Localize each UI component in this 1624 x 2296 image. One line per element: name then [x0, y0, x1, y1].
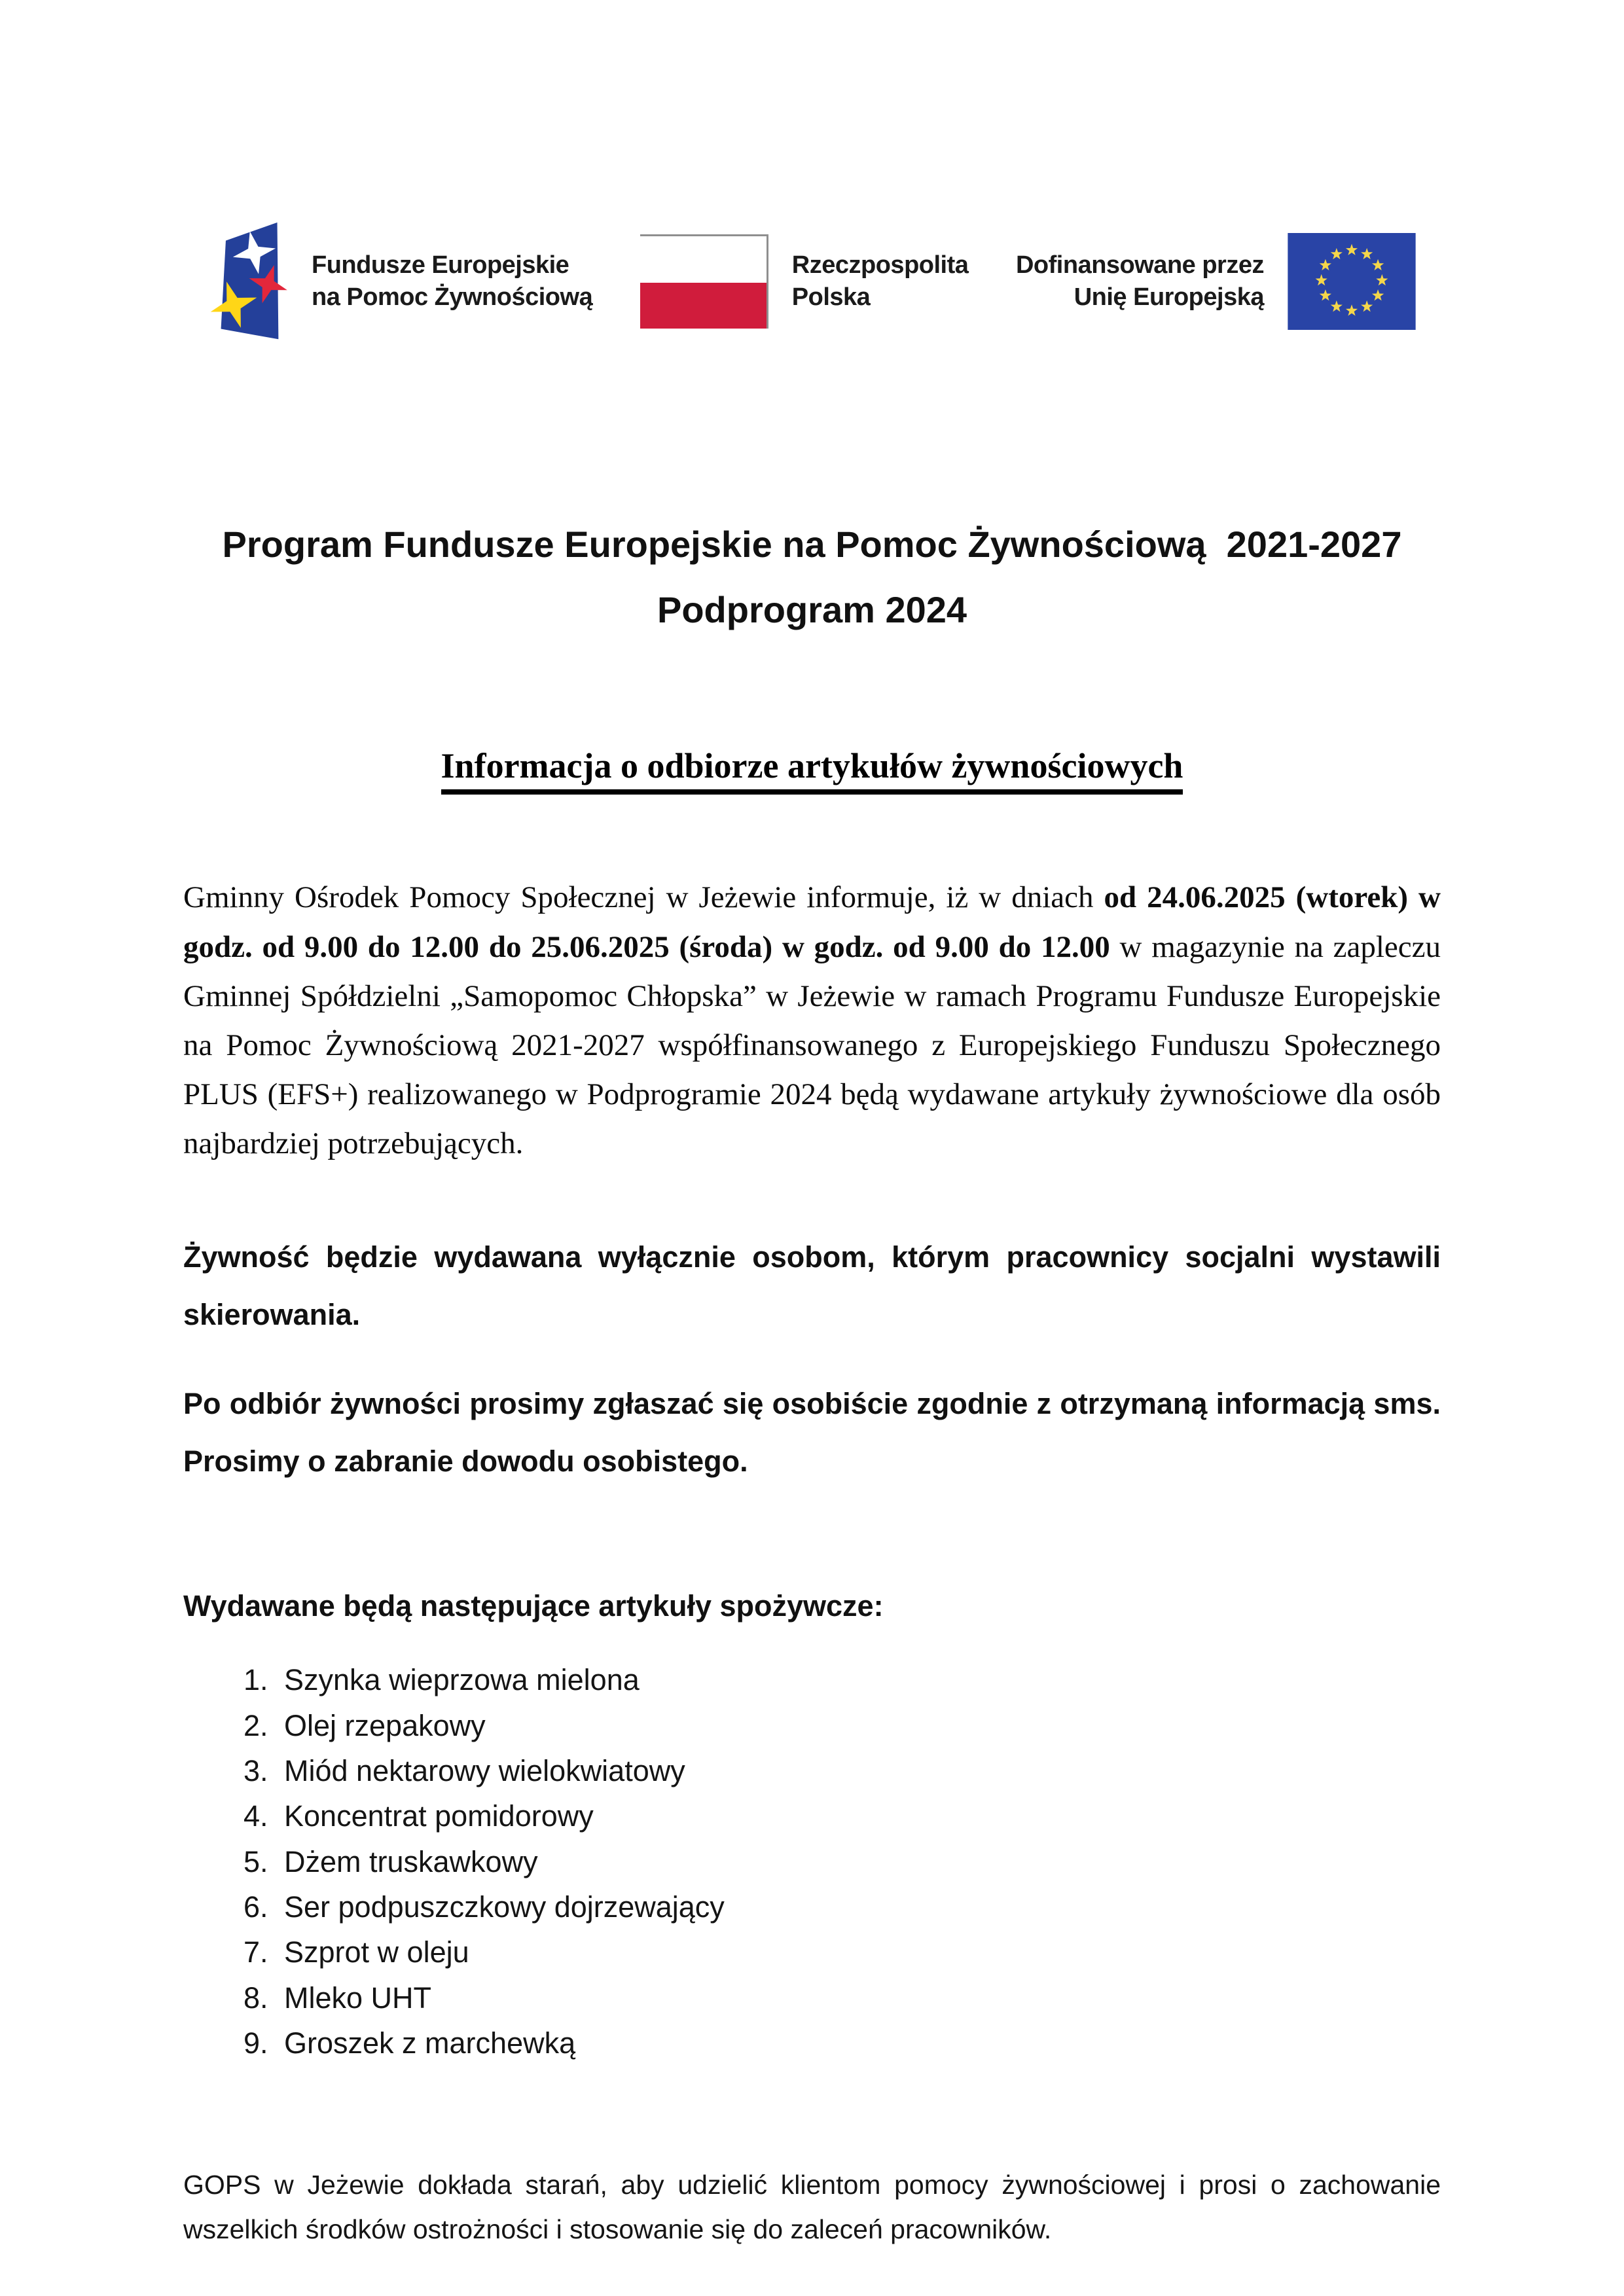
product-list-item: 5. Dżem truskawkowy [276, 1839, 1441, 1884]
poland-flag-icon [640, 234, 768, 329]
poland-logo [640, 234, 969, 329]
notice-paragraph-1: Żywność będzie wydawana wyłącznie osobom, którym pracownicy socjalni wystawili skierowania. [183, 1240, 1441, 1332]
product-list-item: 8. Mleko UHT [276, 1975, 1441, 2020]
poland-logo-label [792, 249, 969, 313]
eu-funds-logo-label [312, 249, 592, 313]
eu-cofunding-logo [1016, 233, 1416, 330]
poland-logo-line1: Rzeczpospolita [791, 251, 969, 279]
product-list-item: 6. Ser podpuszczkowy dojrzewający [276, 1884, 1441, 1929]
eu-funds-logo [209, 216, 592, 347]
products-list [183, 1657, 1441, 2066]
funding-logos-header [209, 216, 1416, 347]
poland-flag-white-stripe [640, 236, 767, 283]
eu-funds-logo-line2: na Pomoc Żywnościową [312, 283, 593, 311]
footer-note: GOPS w Jeżewie dokłada starań, aby udzielić klientom pomocy żywnościowej i prosi o zachowanie wszelkich środków ostrożności i stosowanie się do zaleceń pracowników. [183, 2170, 1441, 2245]
eu-cofunding-line2: Unię Europejską [1074, 283, 1264, 311]
product-list-item: 1. Szynka wieprzowa mielona [276, 1657, 1441, 1702]
poland-logo-line2: Polska [791, 283, 871, 311]
intro-paragraph [183, 873, 1441, 1168]
product-list-item: 9. Groszek z marchewką [276, 2020, 1441, 2066]
section-heading-text: Informacja o odbiorze artykułów żywnościowych [441, 745, 1183, 795]
document-title-line1: Program Fundusze Europejskie na Pomoc Żywnościową 2021-2027 [222, 524, 1402, 565]
product-list-item: 2. Olej rzepakowy [276, 1703, 1441, 1748]
document-title [183, 512, 1441, 642]
poland-flag-red-stripe [640, 283, 767, 329]
eu-cofunding-logo-label [1016, 249, 1264, 313]
notice-paragraph-2: Po odbiór żywności prosimy zgłaszać się osobiście zgodnie z otrzymaną informacją sms. Prosimy o zabranie dowodu osobistego. [183, 1386, 1441, 1478]
intro-text-segment: Gminny Ośrodek Pomocy Społecznej w Jeżewie informuje, iż w dniach [183, 880, 1104, 915]
eu-cofunding-line1: Dofinansowane przez [1015, 251, 1264, 279]
eu-flag-icon [1288, 233, 1416, 330]
product-list-item: 7. Szprot w oleju [276, 1929, 1441, 1975]
section-heading [183, 745, 1441, 795]
product-list-item: 3. Miód nektarowy wielokwiatowy [276, 1748, 1441, 1793]
document-title-line2: Podprogram 2024 [657, 588, 967, 630]
eu-funds-logo-line1: Fundusze Europejskie [312, 251, 569, 279]
product-list-item: 4. Koncentrat pomidorowy [276, 1793, 1441, 1839]
intro-text-segment: w magazynie na zapleczu Gminnej Spółdzielni „Samopomoc Chłopska” w Jeżewie w ramach Programu Fundusze Europejskie na Pomoc Żywnościową 2021-2027 współfinansowanego z Europejskiego Funduszu Społecznego PLUS (EFS+) realizowanego w Podprogramie 2024 będą wydawane artykuły żywnościowe dla osób najbardziej potrzebujących. [183, 929, 1441, 1161]
intro-bold-segment: od 24.06.2025 (wtorek) w godz. od 9.00 do 12.00 do 25.06.2025 (środa) w godz. od 9.00 do 12.00 [183, 880, 1441, 964]
document-body [183, 512, 1441, 2251]
eu-funds-flag-icon [209, 216, 289, 347]
products-heading: Wydawane będą następujące artykuły spożywcze: [183, 1589, 884, 1623]
